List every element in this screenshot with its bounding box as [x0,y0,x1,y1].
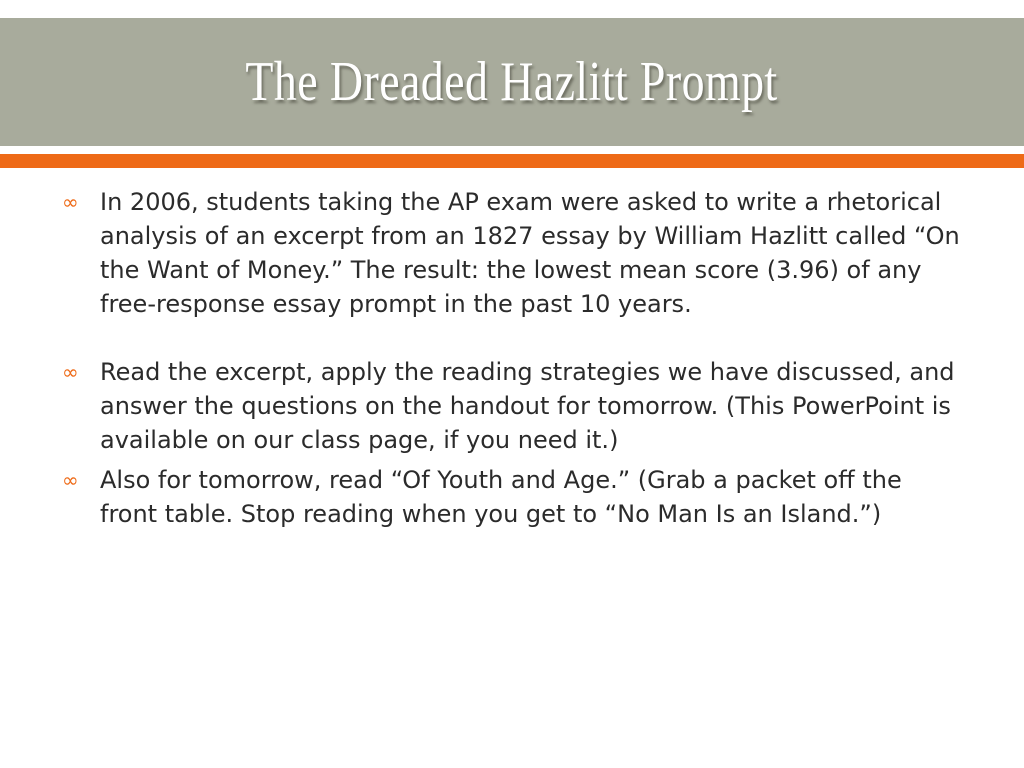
bullet-text: In 2006, students taking the AP exam were asked to write a rhetorical analysis of an excerpt from an 1827 essay by William Hazlitt called “On the Want of Money.” The result: the lowest mean score (3.96) of any free-response essay prompt in the past 10 years. [100,188,960,318]
bullet-icon: ∞ [62,468,79,492]
bullet-item [60,355,960,457]
slide-content [60,185,960,531]
accent-bar [0,154,1024,168]
bullet-item [60,185,960,321]
bullet-item [60,463,960,531]
bullet-icon: ∞ [62,360,79,384]
slide-title: The Dreaded Hazlitt Prompt [245,51,779,113]
title-bar [0,18,1024,146]
bullet-text: Also for tomorrow, read “Of Youth and Age.” (Grab a packet off the front table. Stop reading when you get to “No Man Is an Island.”) [100,466,902,528]
bullet-icon: ∞ [62,190,79,214]
bullet-text: Read the excerpt, apply the reading strategies we have discussed, and answer the questions on the handout for tomorrow. (This PowerPoint is available on our class page, if you need it.) [100,358,955,454]
